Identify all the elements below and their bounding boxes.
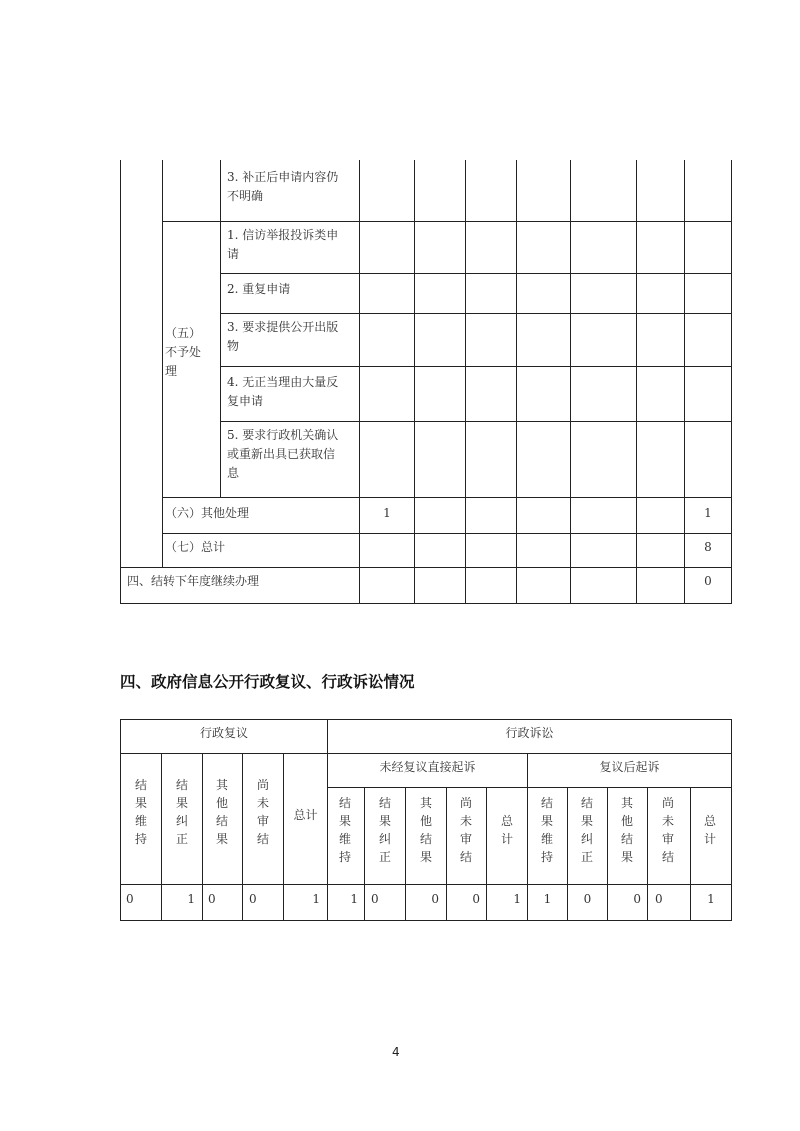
row-label-line: 物 [227,339,240,353]
vertical-char: 结 [134,778,147,792]
vertical-char: 结 [256,832,269,846]
vertical-char: 审 [459,832,472,846]
vertical-char: 正 [378,850,391,864]
cell-value: 1 [513,892,521,906]
section-heading: 四、政府信息公开行政复议、行政诉讼情况 [120,673,415,691]
col-header: 总计 [293,808,318,822]
cell-value: 0 [472,892,480,906]
cell-value: 1 [383,506,391,520]
cell-value: 1 [312,892,320,906]
col-header [338,794,352,866]
cell-value: 1 [187,892,195,906]
vertical-char: 尚 [459,796,472,810]
row-label-line: 4. 无正当理由大量反 [227,375,339,389]
row-label [227,318,338,356]
vertical-char: 持 [540,850,553,864]
vertical-char: 未 [459,814,472,828]
vertical-char: 维 [134,814,147,828]
vertical-char: 计 [703,832,716,846]
vertical-char: 未 [256,796,269,810]
vertical-char: 纠 [175,814,188,828]
col-header [661,794,675,866]
vertical-char: 他 [215,796,228,810]
group-label-line: （五） [165,326,202,340]
cell-value: 0 [633,892,641,906]
cell-value: 1 [707,892,715,906]
row-label: （七）总计 [165,540,226,554]
vertical-char: 结 [540,796,553,810]
vertical-char: 尚 [256,778,269,792]
vertical-char: 计 [500,832,513,846]
row-label: （六）其他处理 [165,506,250,520]
row-label-line: 息 [227,466,240,480]
vertical-char: 果 [580,814,593,828]
row-label: 四、结转下年度继续办理 [127,574,260,588]
vertical-char: 果 [134,796,147,810]
cell-value: 1 [704,506,712,520]
row-label-line: 或重新出具已获取信 [227,447,336,461]
cell-value: 0 [126,892,134,906]
col-header [134,776,148,848]
vertical-char: 结 [661,850,674,864]
vertical-char: 正 [580,850,593,864]
header-admin-litigation: 行政诉讼 [505,726,554,740]
col-header [459,794,473,866]
col-header [620,794,634,866]
vertical-char: 尚 [661,796,674,810]
row-label-line: 3. 要求提供公开出版 [227,320,339,334]
row-label [227,426,338,483]
vertical-char: 结 [378,796,391,810]
col-header [580,794,594,866]
col-header [540,794,554,866]
vertical-char: 结 [419,832,432,846]
vertical-char: 果 [175,796,188,810]
col-header [500,812,514,848]
cell-value: 0 [249,892,257,906]
vertical-char: 其 [215,778,228,792]
vertical-char: 结 [580,796,593,810]
vertical-char: 果 [215,832,228,846]
row-label [227,226,338,264]
col-header [378,794,392,866]
vertical-char: 结 [459,850,472,864]
vertical-char: 果 [338,814,351,828]
row-label-line: 3. 补正后申请内容仍 [227,170,339,184]
cell-value: 0 [704,574,712,588]
cell-value: 0 [431,892,439,906]
vertical-char: 他 [620,814,633,828]
vertical-char: 纠 [378,832,391,846]
vertical-char: 其 [620,796,633,810]
col-header [256,776,270,848]
group-label-line: 理 [165,364,178,378]
cell-value: 1 [350,892,358,906]
header-after-review-suit: 复议后起诉 [599,760,660,774]
row-label [227,373,338,411]
vertical-char: 维 [338,832,351,846]
vertical-char: 果 [540,814,553,828]
group-label [165,324,201,381]
vertical-char: 审 [256,814,269,828]
cell-value: 0 [583,892,592,906]
vertical-char: 果 [419,850,432,864]
vertical-char: 果 [378,814,391,828]
cell-value: 1 [543,892,552,906]
vertical-char: 总 [500,814,513,828]
vertical-char: 其 [419,796,432,810]
group-label-line: 不予处 [165,345,202,359]
row-label-line: 请 [227,247,240,261]
vertical-char: 结 [620,832,633,846]
vertical-char: 结 [215,814,228,828]
col-header [419,794,433,866]
vertical-char: 审 [661,832,674,846]
vertical-char: 维 [540,832,553,846]
row-label-line: 不明确 [227,189,264,203]
page-number: 4 [392,1045,400,1059]
vertical-char: 结 [338,796,351,810]
row-label-line: 1. 信访举报投诉类申 [227,228,339,242]
vertical-char: 他 [419,814,432,828]
header-admin-review: 行政复议 [199,726,248,740]
row-label: 2. 重复申请 [227,282,291,296]
cell-value: 0 [208,892,216,906]
col-header [215,776,229,848]
cell-value: 0 [655,892,663,906]
vertical-char: 未 [661,814,674,828]
vertical-char: 结 [175,778,188,792]
vertical-char: 持 [338,850,351,864]
vertical-char: 总 [703,814,716,828]
row-label [227,168,338,206]
vertical-char: 果 [620,850,633,864]
cell-value: 0 [371,892,379,906]
col-header [703,812,717,848]
col-header [175,776,189,848]
vertical-char: 持 [134,832,147,846]
cell-value: 8 [704,540,712,554]
header-direct-suit: 未经复议直接起诉 [379,760,476,774]
vertical-char: 正 [175,832,188,846]
row-label-line: 复申请 [227,394,264,408]
vertical-char: 纠 [580,832,593,846]
row-label-line: 5. 要求行政机关确认 [227,428,339,442]
